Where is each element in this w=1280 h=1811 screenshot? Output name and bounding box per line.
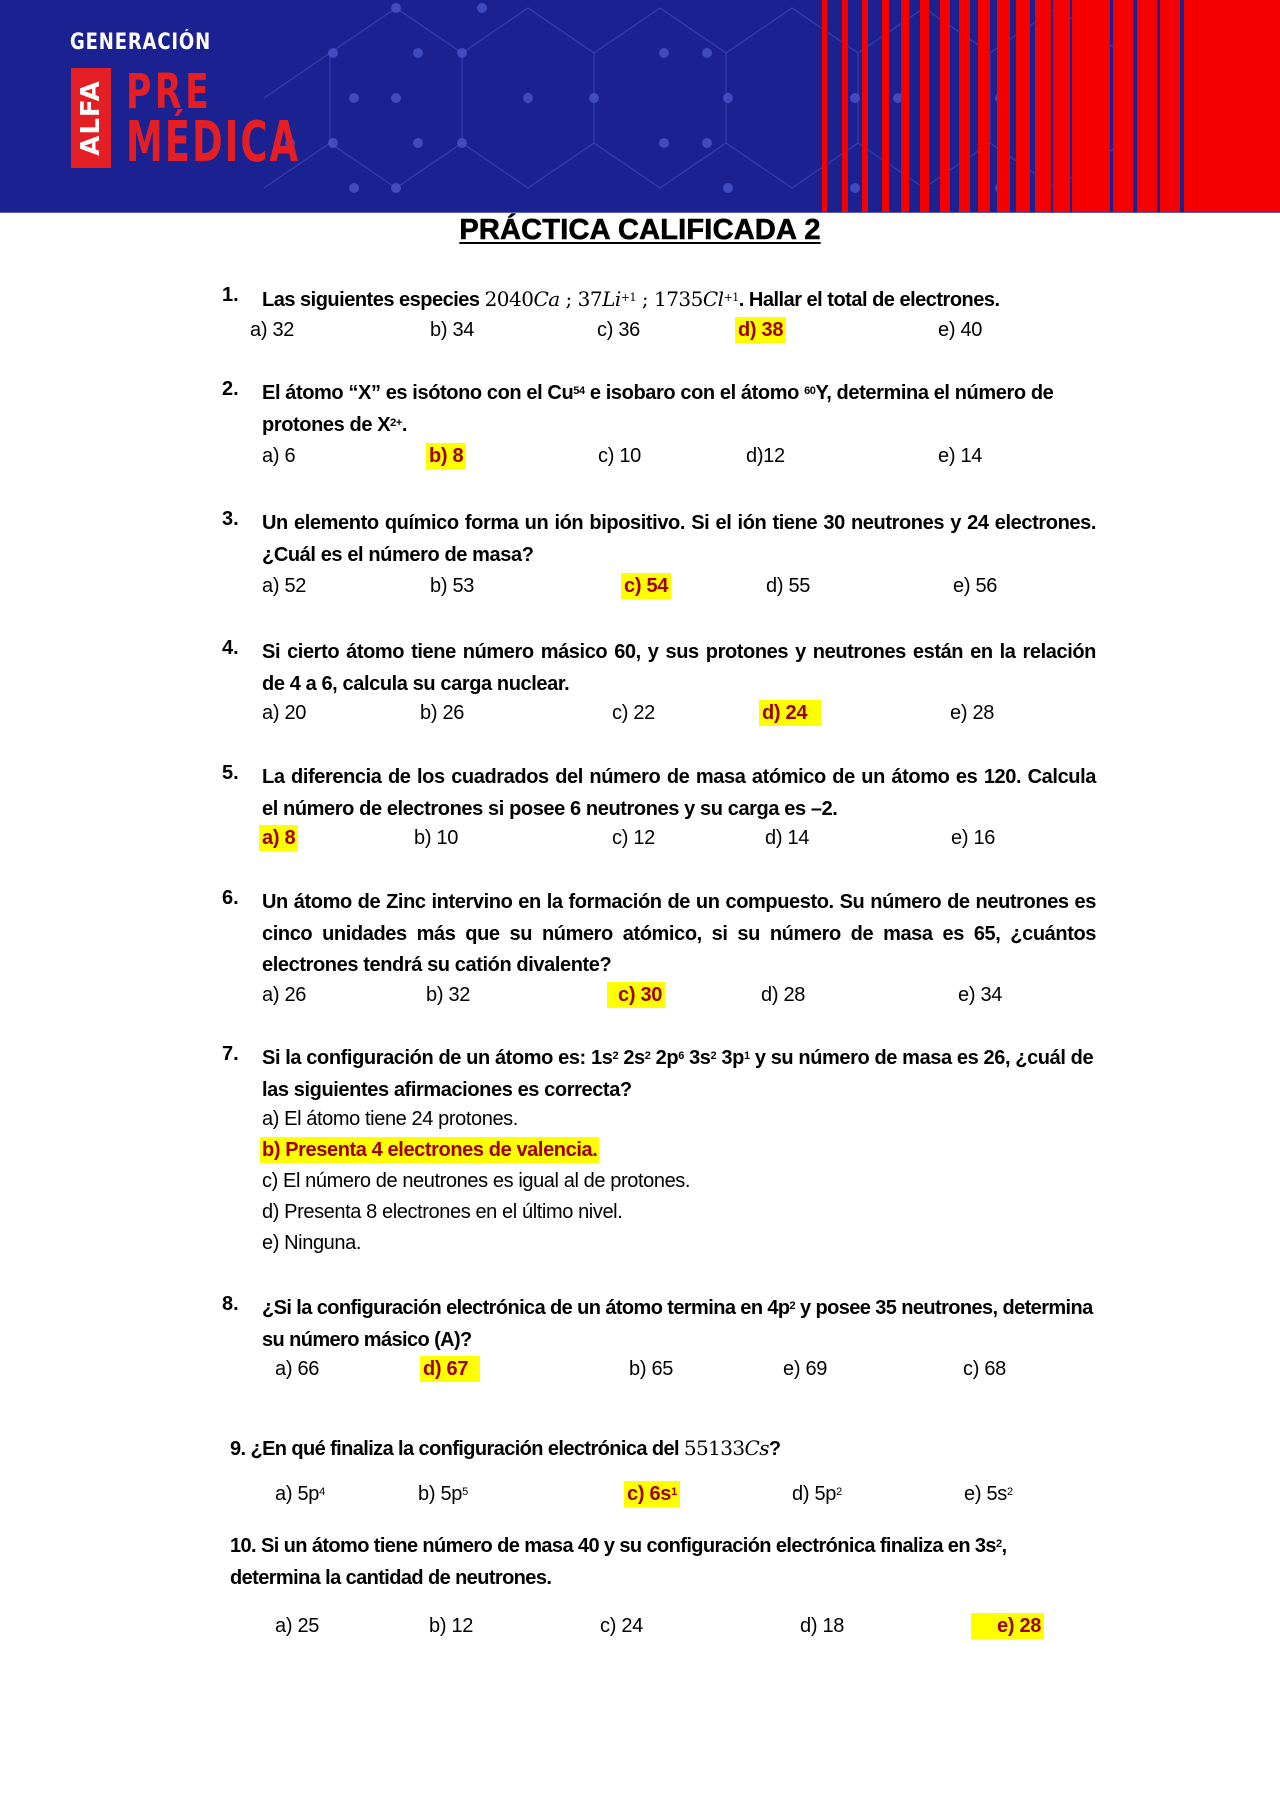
option-b-correct[interactable]: b) 8 [426,443,466,469]
question-text-segment: 3p [716,1047,744,1069]
question-number: 7. [222,1043,239,1065]
options-row [0,1613,1280,1641]
question-text-segment: 2s [618,1047,645,1069]
option-a[interactable]: a) 26 [262,984,307,1006]
option-b[interactable]: b) 26 [420,702,465,724]
option-b[interactable]: b) 10 [414,827,459,849]
option-a[interactable]: a) 6 [262,445,296,467]
species-cs [684,1436,769,1460]
superscript: 4 [319,1486,325,1498]
option-e[interactable] [964,1481,1013,1507]
question-text: Un elemento químico forma un ión bipositivo. Si el ión tiene 30 neutrones y 24 electrones. ¿Cuál es el número de masa? [262,512,1096,566]
option-d[interactable]: d) 55 [766,575,811,597]
question-number: 5. [222,762,239,784]
question-text-segment: . Hallar el total de electrones. [738,289,1000,311]
option-a[interactable]: a) 20 [262,702,307,724]
superscript: 1 [671,1486,677,1498]
option-c-correct[interactable]: c) 30 [607,982,665,1008]
option-d[interactable]: d) Presenta 8 electrones en el último nivel. [262,1201,623,1223]
question-text-segment: e isobaro con el átomo [584,382,805,404]
question-number: 2. [222,378,239,400]
option-b[interactable]: b) 12 [429,1615,474,1637]
question-number: 6. [222,887,239,909]
superscript: 2 [789,1300,796,1312]
option-e[interactable]: e) 34 [958,984,1003,1006]
question-text-segment: y su número de masa es 26, ¿cuál de las siguientes afirmaciones es correcta? [262,1047,1094,1101]
logo-medica-text: MÉDICA [126,110,301,175]
options-row [0,317,1280,345]
species-charge: +1 [723,291,739,304]
option-a[interactable] [275,1481,325,1507]
option-label: c) 6s [627,1483,672,1505]
options-row [0,443,1280,471]
option-b-correct[interactable]: b) Presenta 4 electrones de valencia. [262,1139,598,1161]
question-text [262,284,1096,317]
superscript: 2 [995,1538,1002,1550]
option-d-correct[interactable]: d) 67 [420,1356,480,1382]
option-e[interactable]: e) 69 [783,1358,828,1380]
species-symbol: Cs [744,1436,769,1460]
question-text [230,1531,1096,1594]
species-numbers: 1735 [653,287,703,311]
options-row [0,1481,1280,1509]
option-d[interactable] [792,1481,842,1507]
superscript: 2 [836,1486,842,1498]
superscript: 5 [462,1486,468,1498]
question-text-segment: Y, determina el número de protones de X [262,382,1054,436]
option-d-correct[interactable]: d) 38 [735,317,786,343]
option-b[interactable] [418,1481,468,1507]
option-b[interactable]: b) 32 [426,984,471,1006]
species-numbers: 2040 [484,287,534,311]
option-b[interactable]: b) 34 [430,319,475,341]
question-number: 10. [230,1535,257,1557]
option-d[interactable]: d) 14 [765,827,810,849]
option-a[interactable]: a) El átomo tiene 24 protones. [262,1108,518,1130]
option-c[interactable]: c) 68 [963,1358,1006,1380]
species-numbers: 55133 [683,1436,745,1460]
option-e[interactable]: e) 16 [951,827,996,849]
logo-generacion-text: GENERACIÓN [70,30,212,55]
question-text-segment: ? [768,1438,781,1460]
species-charge: +1 [620,291,637,304]
option-c[interactable]: c) 24 [600,1615,643,1637]
option-label: b) 5p [418,1483,463,1505]
question-number: 3. [222,508,239,530]
option-d[interactable]: d)12 [746,445,785,467]
superscript: 1 [743,1050,750,1062]
options-row [0,700,1280,728]
question-text-segment: ¿Si la configuración electrónica de un átomo termina en 4p [262,1297,790,1319]
question-number: 4. [222,637,239,659]
logo-alfa-text: ALFA [76,80,106,156]
option-label: a) 5p [275,1483,320,1505]
species-ca [485,287,560,311]
options-row [0,573,1280,601]
option-e[interactable]: e) 28 [950,702,995,724]
option-e[interactable]: e) 40 [938,319,983,341]
option-label: d) 5p [792,1483,837,1505]
question-text [262,1043,1096,1106]
option-b[interactable]: b) 53 [430,575,475,597]
option-c[interactable]: c) El número de neutrones es igual al de protones. [262,1170,691,1192]
question-number: 9. [230,1438,246,1460]
option-e[interactable]: e) Ninguna. [262,1232,361,1254]
species-numbers: 37 [577,287,603,311]
superscript: 2 [612,1050,619,1062]
option-label: e) 5s [964,1483,1007,1505]
option-e-correct[interactable]: e) 28 [971,1613,1044,1639]
option-d-correct[interactable]: d) 24 [759,700,821,726]
option-c-correct[interactable]: c) 54 [621,573,671,599]
question-text [262,378,1096,441]
question-text: La diferencia de los cuadrados del número de masa atómico de un átomo es 120. Calcula el número de electrones si posee 6 neutrones y su carga es –2. [262,766,1096,820]
question-text [230,1433,1096,1466]
option-c-correct[interactable] [624,1481,680,1507]
logo-pre-text: PRE [126,64,213,120]
superscript: 2 [644,1050,651,1062]
page-title: PRÁCTICA CALIFICADA 2 [459,214,821,246]
option-a[interactable]: a) 25 [275,1615,320,1637]
option-b[interactable]: b) 65 [629,1358,674,1380]
options-row [0,1356,1280,1384]
question-text-segment: 3s [683,1047,711,1069]
question-text-segment: El átomo “X” es isótono con el Cu [262,382,574,404]
species-symbol: Cl [702,287,724,311]
options-row [0,982,1280,1010]
option-d[interactable]: d) 28 [761,984,806,1006]
generacion-alfa-premedica-logo [70,30,310,175]
question-number: 8. [222,1293,239,1315]
question-number: 1. [222,284,239,306]
question-text-segment: , determina la cantidad de neutrones. [230,1535,1007,1589]
option-c[interactable]: c) 36 [597,319,640,341]
species-symbol: Li [602,287,621,311]
superscript: 2+ [390,416,402,429]
superscript: 2 [1006,1486,1013,1498]
option-c[interactable]: c) 12 [612,827,655,849]
species-symbol: Ca [533,287,560,311]
option-a[interactable]: a) 66 [275,1358,320,1380]
question-text-segment: Si la configuración de un átomo es: 1s [262,1047,613,1069]
superscript: 2 [710,1050,717,1062]
species-cl [654,287,739,311]
question-text-segment: 2p [650,1047,679,1069]
separator: ; [559,287,578,311]
question-text: Si cierto átomo tiene número másico 60, y sus protones y neutrones están en la relación de 4 a 6, calcula su carga nuclear. [262,641,1096,695]
option-d[interactable]: d) 18 [800,1615,845,1637]
superscript: 60 [804,385,816,397]
logo-alfa-box [71,68,111,168]
question-text [262,1293,1096,1356]
superscript: 54 [573,385,585,397]
species-li [578,287,636,311]
option-c[interactable]: c) 22 [612,702,655,724]
question-text-segment: y posee 35 neutrones, determina su número másico (A)? [262,1297,1093,1351]
option-a[interactable]: a) 32 [250,319,295,341]
header-banner [0,0,1280,213]
superscript: 6 [678,1050,684,1062]
question-text-segment: . [401,413,408,436]
option-a[interactable]: a) 52 [262,575,307,597]
option-c[interactable]: c) 10 [598,445,641,467]
options-row [0,825,1280,853]
question-text-segment: ¿En qué finaliza la configuración electrónica del [250,1438,684,1460]
option-e[interactable]: e) 14 [938,445,983,467]
question-text-segment: Si un átomo tiene número de masa 40 y su configuración electrónica finaliza en 3s [260,1535,996,1557]
question-text-segment: Las siguientes especies [262,289,485,311]
question-text: Un átomo de Zinc intervino en la formación de un compuesto. Su número de neutrones es cinco unidades más que su número atómico, si su número de masa es 65, ¿cuántos electrones tendrá su catión divalente? [262,891,1096,976]
separator: ; [636,287,654,311]
option-a-correct[interactable]: a) 8 [259,825,298,851]
option-e[interactable]: e) 56 [953,575,998,597]
